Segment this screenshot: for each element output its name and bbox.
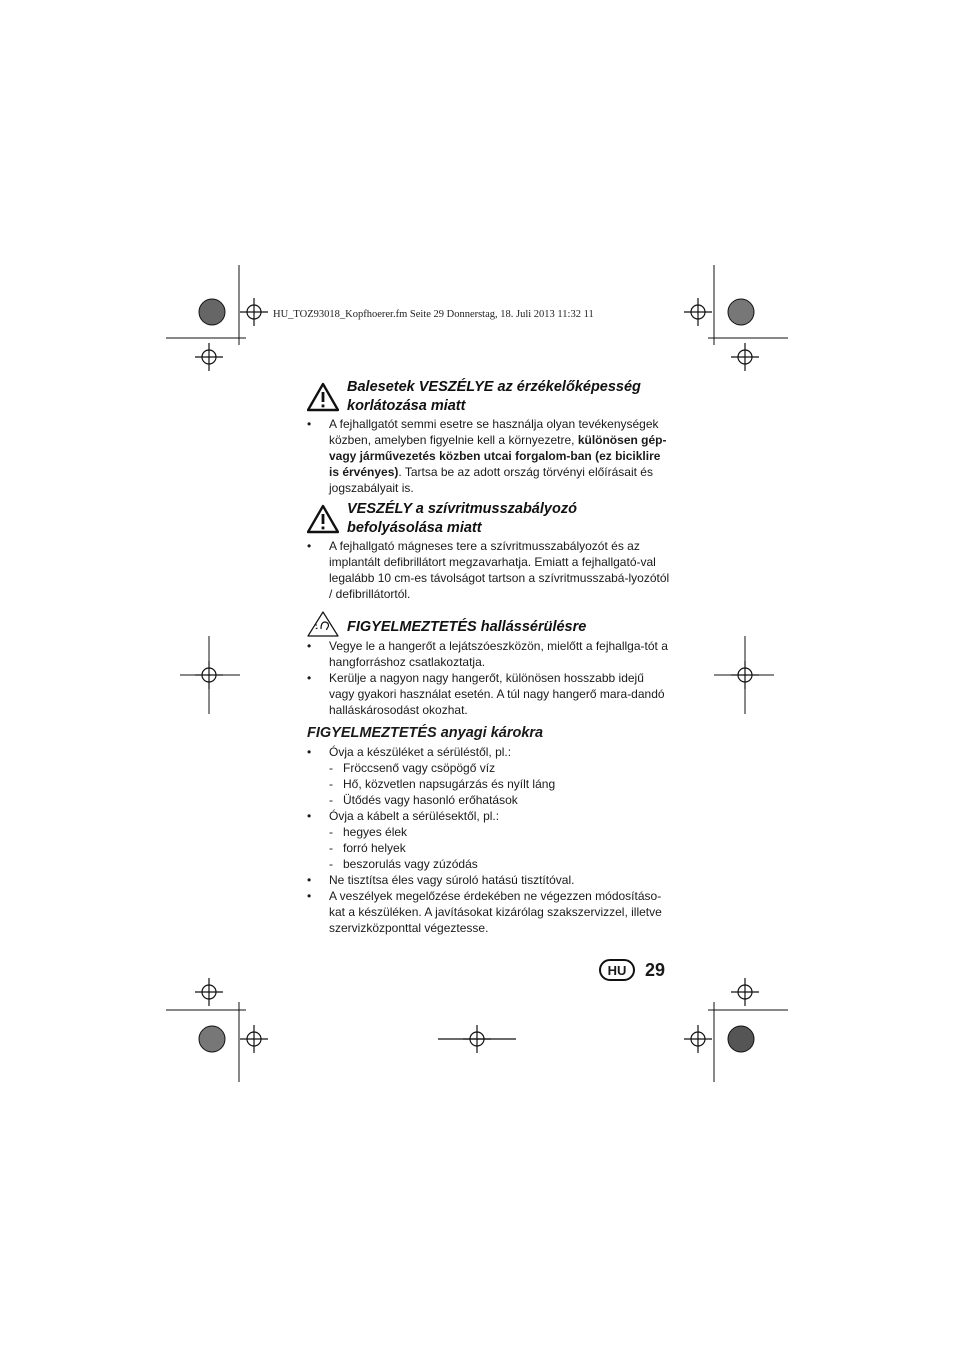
section-accident — [307, 378, 672, 496]
hearing-list — [307, 638, 672, 718]
sublist — [329, 824, 672, 872]
pacemaker-title-line1: VESZÉLY a szívritmusszabályozó — [347, 501, 577, 517]
file-header: HU_TOZ93018_Kopfhoerer.fm Seite 29 Donnerstag, 18. Juli 2013 11:32 11 — [273, 309, 594, 320]
pacemaker-heading — [307, 500, 672, 538]
accident-title — [347, 378, 641, 416]
pacemaker-title-line2: befolyásolása miatt — [347, 520, 482, 536]
sublist — [329, 760, 672, 808]
section-hearing — [307, 616, 672, 718]
section-pacemaker — [307, 500, 672, 602]
sublist-item: - hegyes élek — [329, 824, 672, 840]
sublist-item: - Ütődés vagy hasonló erőhatások — [329, 792, 672, 808]
sublist-item: - forró helyek — [329, 840, 672, 856]
document-body — [307, 378, 672, 936]
accident-list — [307, 416, 672, 496]
warning-triangle-icon — [307, 504, 339, 534]
sublist-item: - Hő, közvetlen napsugárzás és nyílt láng — [329, 776, 672, 792]
accident-title-line1: Balesetek VESZÉLYE az érzékelőképesség — [347, 379, 641, 395]
list-item: • Óvja a kábelt a sérülésektől, pl.: - hegyes élek - forró helyek - beszorulás vagy zúzódás — [307, 808, 672, 872]
accident-heading — [307, 378, 672, 416]
list-item: • Vegye le a hangerőt a lejátszóeszközön, mielőtt a fejhallga-tót a hangforráshoz csatlakoztatja. — [307, 638, 672, 670]
material-title: FIGYELMEZTETÉS anyagi károkra — [307, 725, 544, 741]
list-item: • Óvja a készüléket a sérüléstől, pl.: - Fröccsenő vagy csöpögő víz - Hő, közvetlen napsugárzás és nyílt láng - Ütődés vagy hasonló erőhatások — [307, 744, 672, 808]
sublist-item: - Fröccsenő vagy csöpögő víz — [329, 760, 672, 776]
material-list — [307, 744, 672, 936]
list-item: • A fejhallgatót semmi esetre se használja olyan tevékenységek közben, amelyben figyelnie kell a környezetre, különösen gép- vagy járművezetés közben utcai forgalom-ban (ez biciklire is érvényes). Tartsa be az adott ország törvényi előírásait és jogszabályait is. — [307, 416, 672, 496]
accident-title-line2: korlátozása miatt — [347, 398, 466, 414]
page-number: 29 — [645, 959, 666, 980]
sublist-item: - beszorulás vagy zúzódás — [329, 856, 672, 872]
hearing-heading — [307, 616, 672, 638]
section-material — [307, 724, 672, 936]
pacemaker-list — [307, 538, 672, 602]
warning-triangle-icon — [307, 382, 339, 412]
list-item: • Ne tisztítsa éles vagy súroló hatású tisztítóval. — [307, 872, 672, 888]
hearing-damage-icon — [307, 610, 339, 638]
list-item: • A veszélyek megelőzése érdekében ne végezzen módosításo-kat a készüléken. A javításokat kizárólag szakszervizzel, illetve szervizközponttal végeztesse. — [307, 888, 672, 936]
page-footer — [599, 959, 665, 981]
list-item: • Kerülje a nagyon nagy hangerőt, különösen hosszabb idejű vagy gyakori használat esetén. A túl nagy hangerő mara-dandó halláskárosodást okozhat. — [307, 670, 672, 718]
language-badge: HU — [599, 959, 635, 981]
hearing-title: FIGYELMEZTETÉS hallássérülésre — [347, 618, 587, 635]
pacemaker-title — [347, 500, 577, 538]
list-item: • A fejhallgató mágneses tere a szívritmusszabályozót és az implantált defibrillátort megzavarhatja. Emiatt a fejhallgató-val legalább 10 cm-es távolságot tartson a szívritmusszabá-lyozótól / defibrillátortól. — [307, 538, 672, 602]
